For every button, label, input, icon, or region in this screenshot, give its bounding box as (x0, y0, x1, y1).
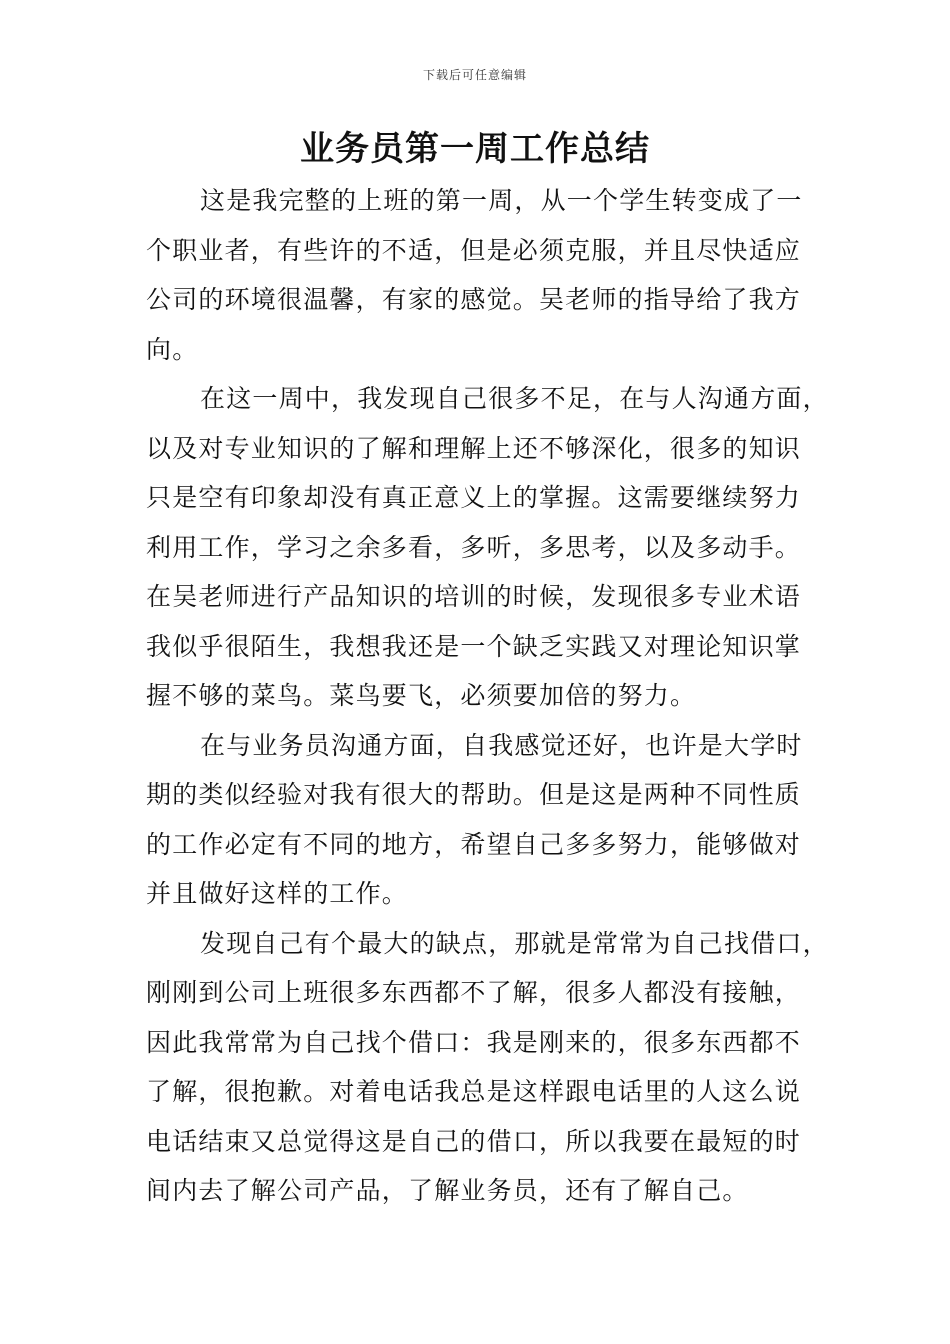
header-note: 下载后可任意编辑 (422, 68, 527, 82)
paragraph-2-line-7: 握不够的菜鸟。菜鸟要飞，必须要加倍的努力。 (146, 681, 697, 710)
paragraph-2-line-2: 以及对专业知识的了解和理解上还不够深化，很多的知识 (146, 433, 802, 463)
paragraph-1-line-2: 个职业者，有些许的不适，但是必须克服，并且尽快适应 (146, 235, 802, 265)
paragraph-4-line-6: 间内去了解公司产品，了解业务员，还有了解自己。 (146, 1176, 749, 1205)
paragraph-4-line-5: 电话结束又总觉得这是自己的借口，所以我要在最短的时 (146, 1126, 802, 1156)
paragraph-2-line-5: 在吴老师进行产品知识的培训的时候，发现很多专业术语 (146, 582, 802, 611)
paragraph-3-line-3: 的工作必定有不同的地方，希望自己多多努力，能够做对 (146, 829, 802, 859)
paragraph-2-line-1: 在这一周中，我发现自己很多不足，在与人沟通方面， (200, 384, 829, 413)
paragraph-3-line-1: 在与业务员沟通方面，自我感觉还好，也许是大学时 (200, 730, 803, 760)
paragraph-3-line-4: 并且做好这样的工作。 (146, 879, 409, 908)
document-title: 业务员第一周工作总结 (300, 129, 650, 169)
paragraph-1-line-4: 向。 (146, 334, 199, 364)
document-body (146, 176, 836, 1216)
paragraph-4-line-2: 刚刚到公司上班很多东西都不了解，很多人都没有接触， (146, 978, 802, 1007)
paragraph-4-line-4: 了解，很抱歉。对着电话我总是这样跟电话里的人这么说 (146, 1077, 802, 1106)
paragraph-4-line-3: 因此我常常为自己找个借口：我是刚来的，很多东西都不 (146, 1027, 802, 1057)
paragraph-2-line-4: 利用工作，学习之余多看，多听，多思考，以及多动手。 (146, 532, 802, 562)
paragraph-1-line-1: 这是我完整的上班的第一周，从一个学生转变成了一 (200, 186, 803, 215)
paragraph-2-line-3: 只是空有印象却没有真正意义上的掌握。这需要继续努力 (146, 483, 802, 512)
paragraph-3-line-2: 期的类似经验对我有很大的帮助。但是这是两种不同性质 (146, 780, 802, 809)
paragraph-1-line-3: 公司的环境很温馨，有家的感觉。吴老师的指导给了我方 (146, 285, 802, 314)
paragraph-2-line-6: 我似乎很陌生，我想我还是一个缺乏实践又对理论知识掌 (146, 631, 802, 661)
paragraph-4-line-1: 发现自己有个最大的缺点，那就是常常为自己找借口， (200, 928, 829, 958)
